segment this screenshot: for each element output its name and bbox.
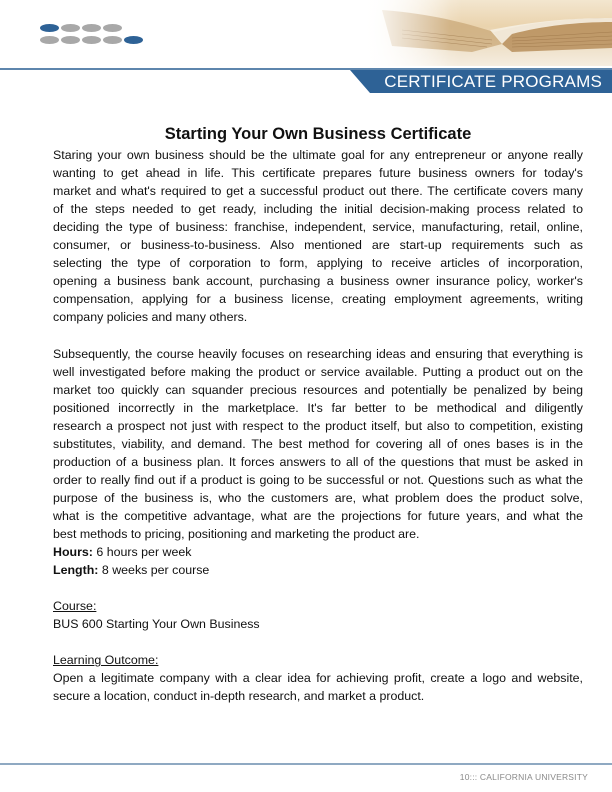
logo-dot xyxy=(124,36,143,44)
logo-dot xyxy=(82,36,101,44)
learning-outcome-heading-text: Learning Outcome: xyxy=(53,653,159,668)
text-line: Staring your own business should be the ultimate goal for any entrepreneur or anyone really xyxy=(53,148,583,162)
text-line: positioned incorrectly in the marketplace. It's far better to be methodical and diligently xyxy=(53,400,583,415)
text-line: compensation, applying for a business license, creating employment agreements, writing xyxy=(53,292,583,307)
text-line: what is the competitive advantage, what are the projections for future years, and what the xyxy=(53,508,583,523)
text-line: research a prospect not just with respect to the product itself, but also to competition, existing xyxy=(53,418,583,433)
text-line: deciding the type of business: franchise, independent, service, manufacturing, retail, online, xyxy=(53,220,583,235)
course-heading-text: Course: xyxy=(53,599,97,614)
length-row xyxy=(53,561,583,579)
hours-row xyxy=(53,543,583,561)
logo-dot xyxy=(103,24,122,32)
text-line: secure a location, conduct in-depth research, and market a product. xyxy=(53,689,425,704)
text-line: selecting the type of corporation to form, applying to receive articles of incorporation, xyxy=(53,256,583,271)
book-illustration xyxy=(362,0,612,66)
page-footer: 10::: CALIFORNIA UNIVERSITY xyxy=(459,772,588,782)
hours-value: 6 hours per week xyxy=(96,545,192,560)
text-line: company policies and many others. xyxy=(53,310,248,325)
text-line: wanting to get ahead in life. This certificate prepares future business owners for today's xyxy=(53,166,583,181)
dot-grid-logo-icon xyxy=(40,24,150,48)
length-value: 8 weeks per course xyxy=(101,563,210,578)
text-line: substitutes, viability, and demand. The best method for covering all of ones bases is in the xyxy=(53,436,583,451)
learning-outcome-heading xyxy=(53,651,583,669)
logo-dot xyxy=(61,36,80,44)
page-header xyxy=(0,0,612,96)
header-divider xyxy=(0,68,612,70)
logo-dot xyxy=(61,24,80,32)
intro-paragraph xyxy=(53,146,583,326)
section-banner-label: CERTIFICATE PROGRAMS xyxy=(384,72,602,91)
length-label: Length: xyxy=(53,563,99,578)
text-line: Subsequently, the course heavily focuses on researching ideas and ensuring that everything is xyxy=(53,346,583,361)
logo-dot xyxy=(82,24,101,32)
section-spacer xyxy=(53,633,583,651)
logo-dot xyxy=(40,36,59,44)
text-line: market too quickly can squander precious resources and potentially be penalized by being xyxy=(53,382,583,397)
text-line: order to really find out if a product is going to be successful or not. Questions such as what the xyxy=(53,472,583,487)
text-line: best methods to pricing, positioning and marketing the product are. xyxy=(53,526,420,541)
text-line: consumer, or business-to-business. Also mentioned are start-up requirements such as xyxy=(53,238,583,253)
logo-dot xyxy=(40,24,59,32)
research-paragraph xyxy=(53,345,583,544)
document-body xyxy=(53,124,583,705)
text-line: opening a business bank account, purchasing a business owner insurance policy, worker's xyxy=(53,274,583,289)
paragraph-spacer xyxy=(53,326,583,344)
text-line: well investigated before making the product or service available. Putting a product out on the xyxy=(53,364,583,379)
footer-divider xyxy=(0,763,612,765)
hours-label: Hours: xyxy=(53,545,93,560)
page-title: Starting Your Own Business Certificate xyxy=(164,125,472,143)
text-line: market and what's required to get a successful product out there. The certificate covers many xyxy=(53,184,583,199)
section-spacer xyxy=(53,579,583,597)
course-heading xyxy=(53,597,583,615)
text-line: Open a legitimate company with a clear idea for achieving profit, create a logo and website, xyxy=(53,671,583,686)
text-line: of the steps needed to get ready, including the initial decision-making process related to xyxy=(53,202,583,217)
logo-dot xyxy=(103,36,122,44)
text-line: production of a business plan. It forces answers to all of the questions that must be asked in xyxy=(53,454,583,469)
text-line: purpose of the business is, who the customers are, what problem does the product solve, xyxy=(53,490,583,505)
course-value: BUS 600 Starting Your Own Business xyxy=(53,617,260,632)
